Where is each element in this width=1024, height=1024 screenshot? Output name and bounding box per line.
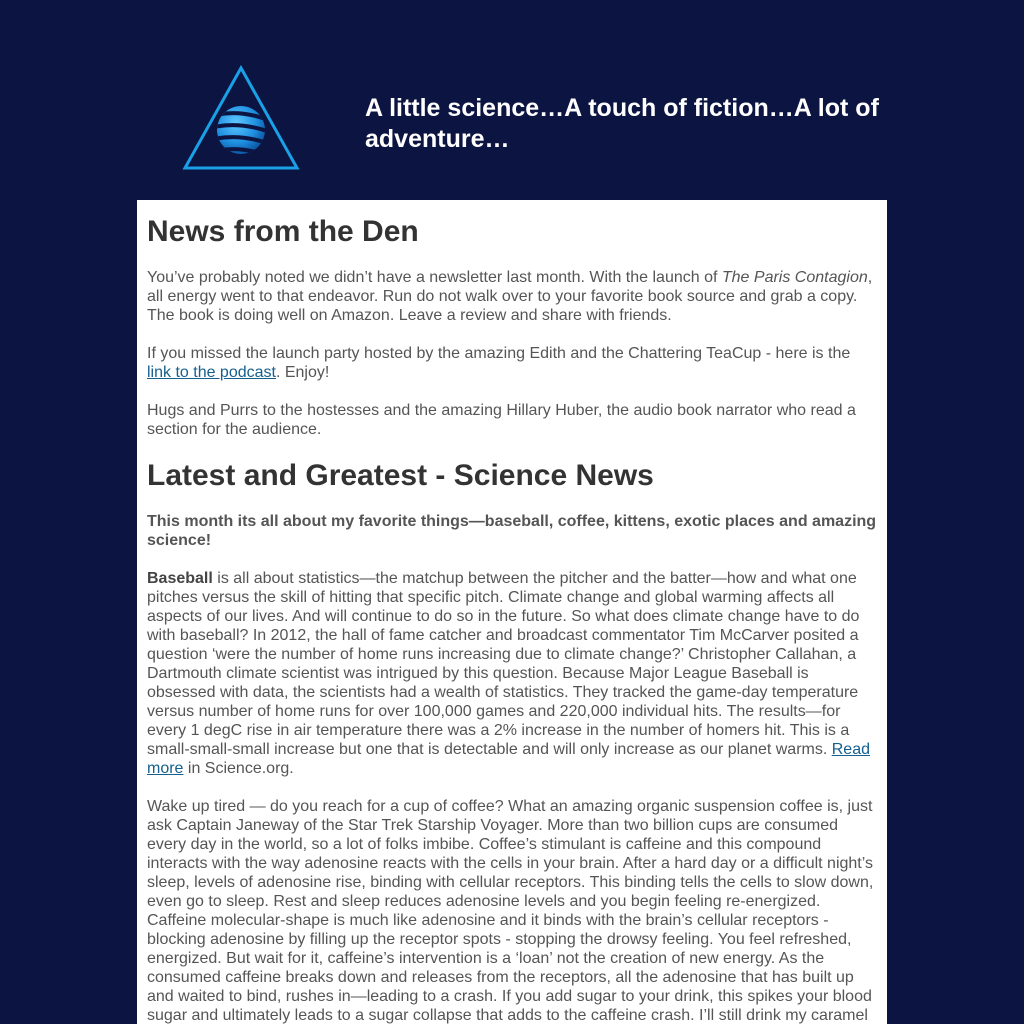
den-paragraph-podcast bbox=[147, 344, 877, 382]
newsletter-tagline: A little science…A touch of fiction…A lot of adventure… bbox=[365, 94, 879, 153]
section-title-den: News from the Den bbox=[147, 215, 419, 248]
baseball-label: Baseball bbox=[147, 570, 213, 587]
den-p1-text-a: You’ve probably noted we didn’t have a newsletter last month. With the launch of bbox=[147, 269, 722, 286]
section-title-science: Latest and Greatest - Science News bbox=[147, 459, 654, 492]
den-p2-text-b: . Enjoy! bbox=[275, 364, 330, 381]
baseball-text: is all about statistics—the matchup between the pitcher and the batter—how and what one pitches versus the skill of hitting that specific pitch. Climate change and global warming affects all aspects of our lives. And will continue to do so in the future. So what does climate change have to do with baseball? In 2012, the hall of fame catcher and broadcast commentator Tim McCarver posited a question ‘were the number of home runs increasing due to climate change?’ Christopher Callahan, a Dartmouth climate scientist was intrigued by this question. Because Major League Baseball is obsessed with data, the scientists had a wealth of statistics. They tracked the game-day temperature versus number of home runs for over 100,000 games and 220,000 individual hits. The results—for every 1 degC rise in air temperature there was a 2% increase in the number of homers hit. This is a small-small-small increase but one that is detectable and will only increase as our planet warms. bbox=[147, 570, 860, 758]
den-paragraph-thanks: Hugs and Purrs to the hostesses and the amazing Hillary Huber, the audio book narrator who read a section for the audience. bbox=[147, 402, 856, 438]
science-intro: This month its all about my favorite things—baseball, coffee, kittens, exotic places and amazing science! bbox=[147, 513, 877, 549]
den-p1-text-b: , all energy went to that endeavor. Run do not walk over to your favorite book source and grab a copy. The book is doing well on Amazon. Leave a review and share with friends. bbox=[147, 269, 873, 324]
striped-globe-in-triangle-icon bbox=[181, 64, 301, 174]
book-title: The Paris Contagion bbox=[721, 269, 868, 286]
coffee-paragraph: Wake up tired — do you reach for a cup of coffee? What an amazing organic suspension coffee is, just ask Captain Janeway of the Star Trek Starship Voyager. More than two billion cups are consumed every day in the world, so a lot of folks imbibe. Coffee’s stimulant is caffeine and this compound interacts with the way adenosine reacts with the cells in your brain. After a hard day or a difficult night’s sleep, levels of adenosine rise, binding with cellular receptors. This binding tells the cells to slow down, even go to sleep. Rest and sleep reduces adenosine levels and you begin feeling re-energized. Caffeine molecular-shape is much like adenosine and it binds with the brain’s cellular receptors - blocking adenosine by filling up the receptor spots - stopping the drowsy feeling. You feel refreshed, energized. But wait for it, caffeine’s intervention is a ‘loan’ not the creation of new energy. As the consumed caffeine breaks down and releases from the receptors, all the adenosine that has built up and waited to bind, rushes in—leading to a crash. If you add sugar to your drink, this spikes your blood sugar and ultimately leads to a sugar collapse that adds to the caffeine crash. I’ll still drink my caramel bbox=[147, 798, 874, 1024]
newsletter-content bbox=[137, 200, 887, 1024]
den-p2-text-a: If you missed the launch party hosted by the amazing Edith and the Chattering TeaCup - here is the bbox=[147, 345, 851, 362]
baseball-paragraph bbox=[147, 569, 877, 778]
read-more-link[interactable]: Read more bbox=[147, 741, 870, 777]
den-paragraph-launch bbox=[147, 268, 877, 325]
newsletter-header bbox=[137, 0, 887, 200]
baseball-source-text: in Science.org. bbox=[183, 760, 294, 777]
podcast-link[interactable]: link to the podcast bbox=[147, 364, 276, 381]
